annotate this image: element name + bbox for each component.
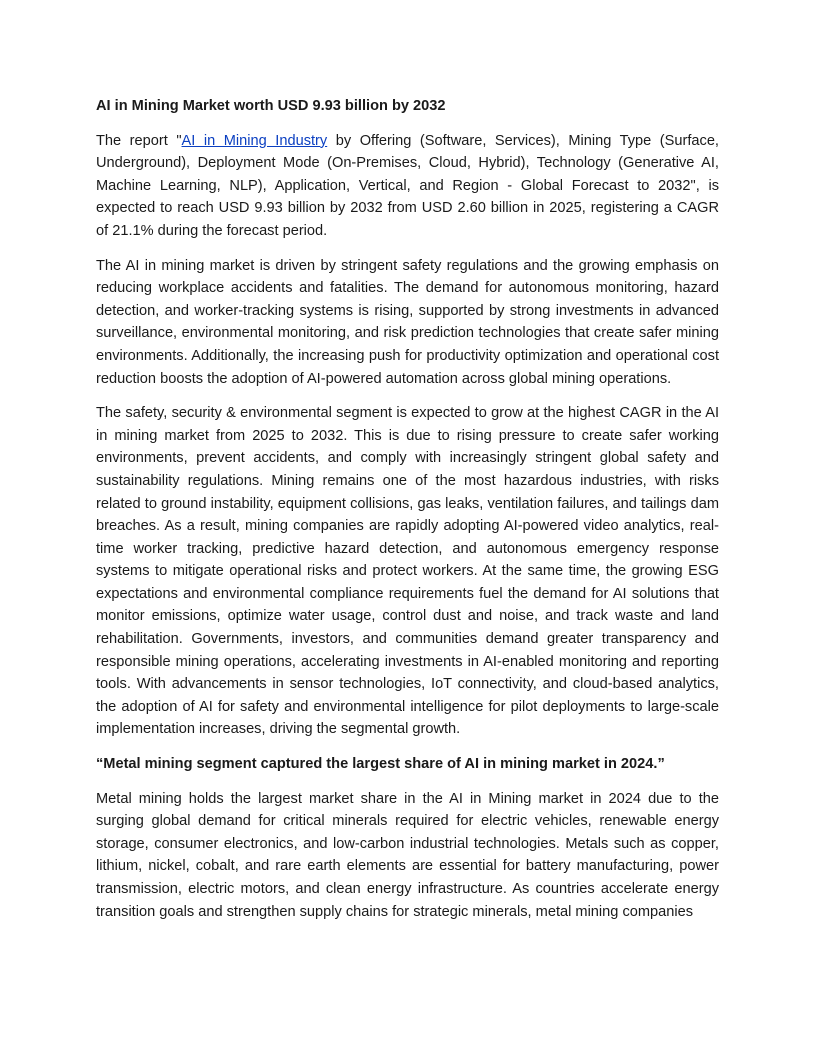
document-title: AI in Mining Market worth USD 9.93 billion by 2032 [96,98,446,114]
market-drivers-paragraph: The AI in mining market is driven by stringent safety regulations and the growing emphasis on reducing workplace accidents and fatalities. The demand for autonomous monitoring, hazard detection, and worker-tracking systems is rising, supported by strong investments in advanced surveillance, environmental monitoring, and risk prediction technologies that create safer mining environments. Additionally, the increasing push for productivity optimization and operational cost reduction boosts the adoption of AI-powered automation across global mining operations. [96,257,719,387]
intro-text-before-link: The report " [96,132,182,149]
intro-paragraph [96,130,719,243]
safety-segment-paragraph: The safety, security & environmental segment is expected to grow at the highest CAGR in the AI in mining market from 2025 to 2032. This is due to rising pressure to create safer working environments, prevent accidents, and comply with increasingly stringent global safety and sustainability regulations. Mining remains one of the most hazardous industries, with risks related to ground instability, equipment collisions, gas leaks, ventilation failures, and tailings dam breaches. As a result, mining companies are rapidly adopting AI-powered video analytics, real-time worker tracking, predictive hazard detection, and autonomous emergency response systems to mitigate operational risks and protect workers. At the same time, the growing ESG expectations and environmental compliance requirements fuel the demand for AI solutions that monitor emissions, optimize water usage, control dust and noise, and track waste and land rehabilitation. Governments, investors, and communities demand greater transparency and responsible mining operations, accelerating investments in AI-enabled monitoring and reporting tools. With advancements in sensor technologies, IoT connectivity, and cloud-based analytics, the adoption of AI for safety and environmental intelligence for pilot deployments to large-scale implementation increases, driving the segmental growth. [96,405,719,738]
metal-mining-paragraph: Metal mining holds the largest market share in the AI in Mining market in 2024 due to the surging global demand for critical minerals required for electric vehicles, renewable energy storage, consumer electronics, and low-carbon industrial technologies. Metals such as copper, lithium, nickel, cobalt, and rare earth elements are essential for battery manufacturing, power transmission, electric motors, and clean energy infrastructure. As countries accelerate energy transition goals and strengthen supply chains for strategic minerals, metal mining companies [96,790,719,920]
intro-text-after-link: by Offering (Software, Services), Mining Type (Surface, Underground), Deployment Mode (On-Premises, Cloud, Hybrid), Technology (Generative AI, Machine Learning, NLP), Application, Vertical, and Region - Global Forecast to 2032", is expected to reach USD 9.93 billion by 2032 from USD 2.60 billion in 2025, registering a CAGR of 21.1% during the forecast period. [96,132,719,239]
ai-in-mining-industry-link[interactable]: AI in Mining Industry [181,132,328,149]
document-page [96,95,719,935]
metal-mining-subheading: “Metal mining segment captured the largest share of AI in mining market in 2024.” [96,756,665,773]
